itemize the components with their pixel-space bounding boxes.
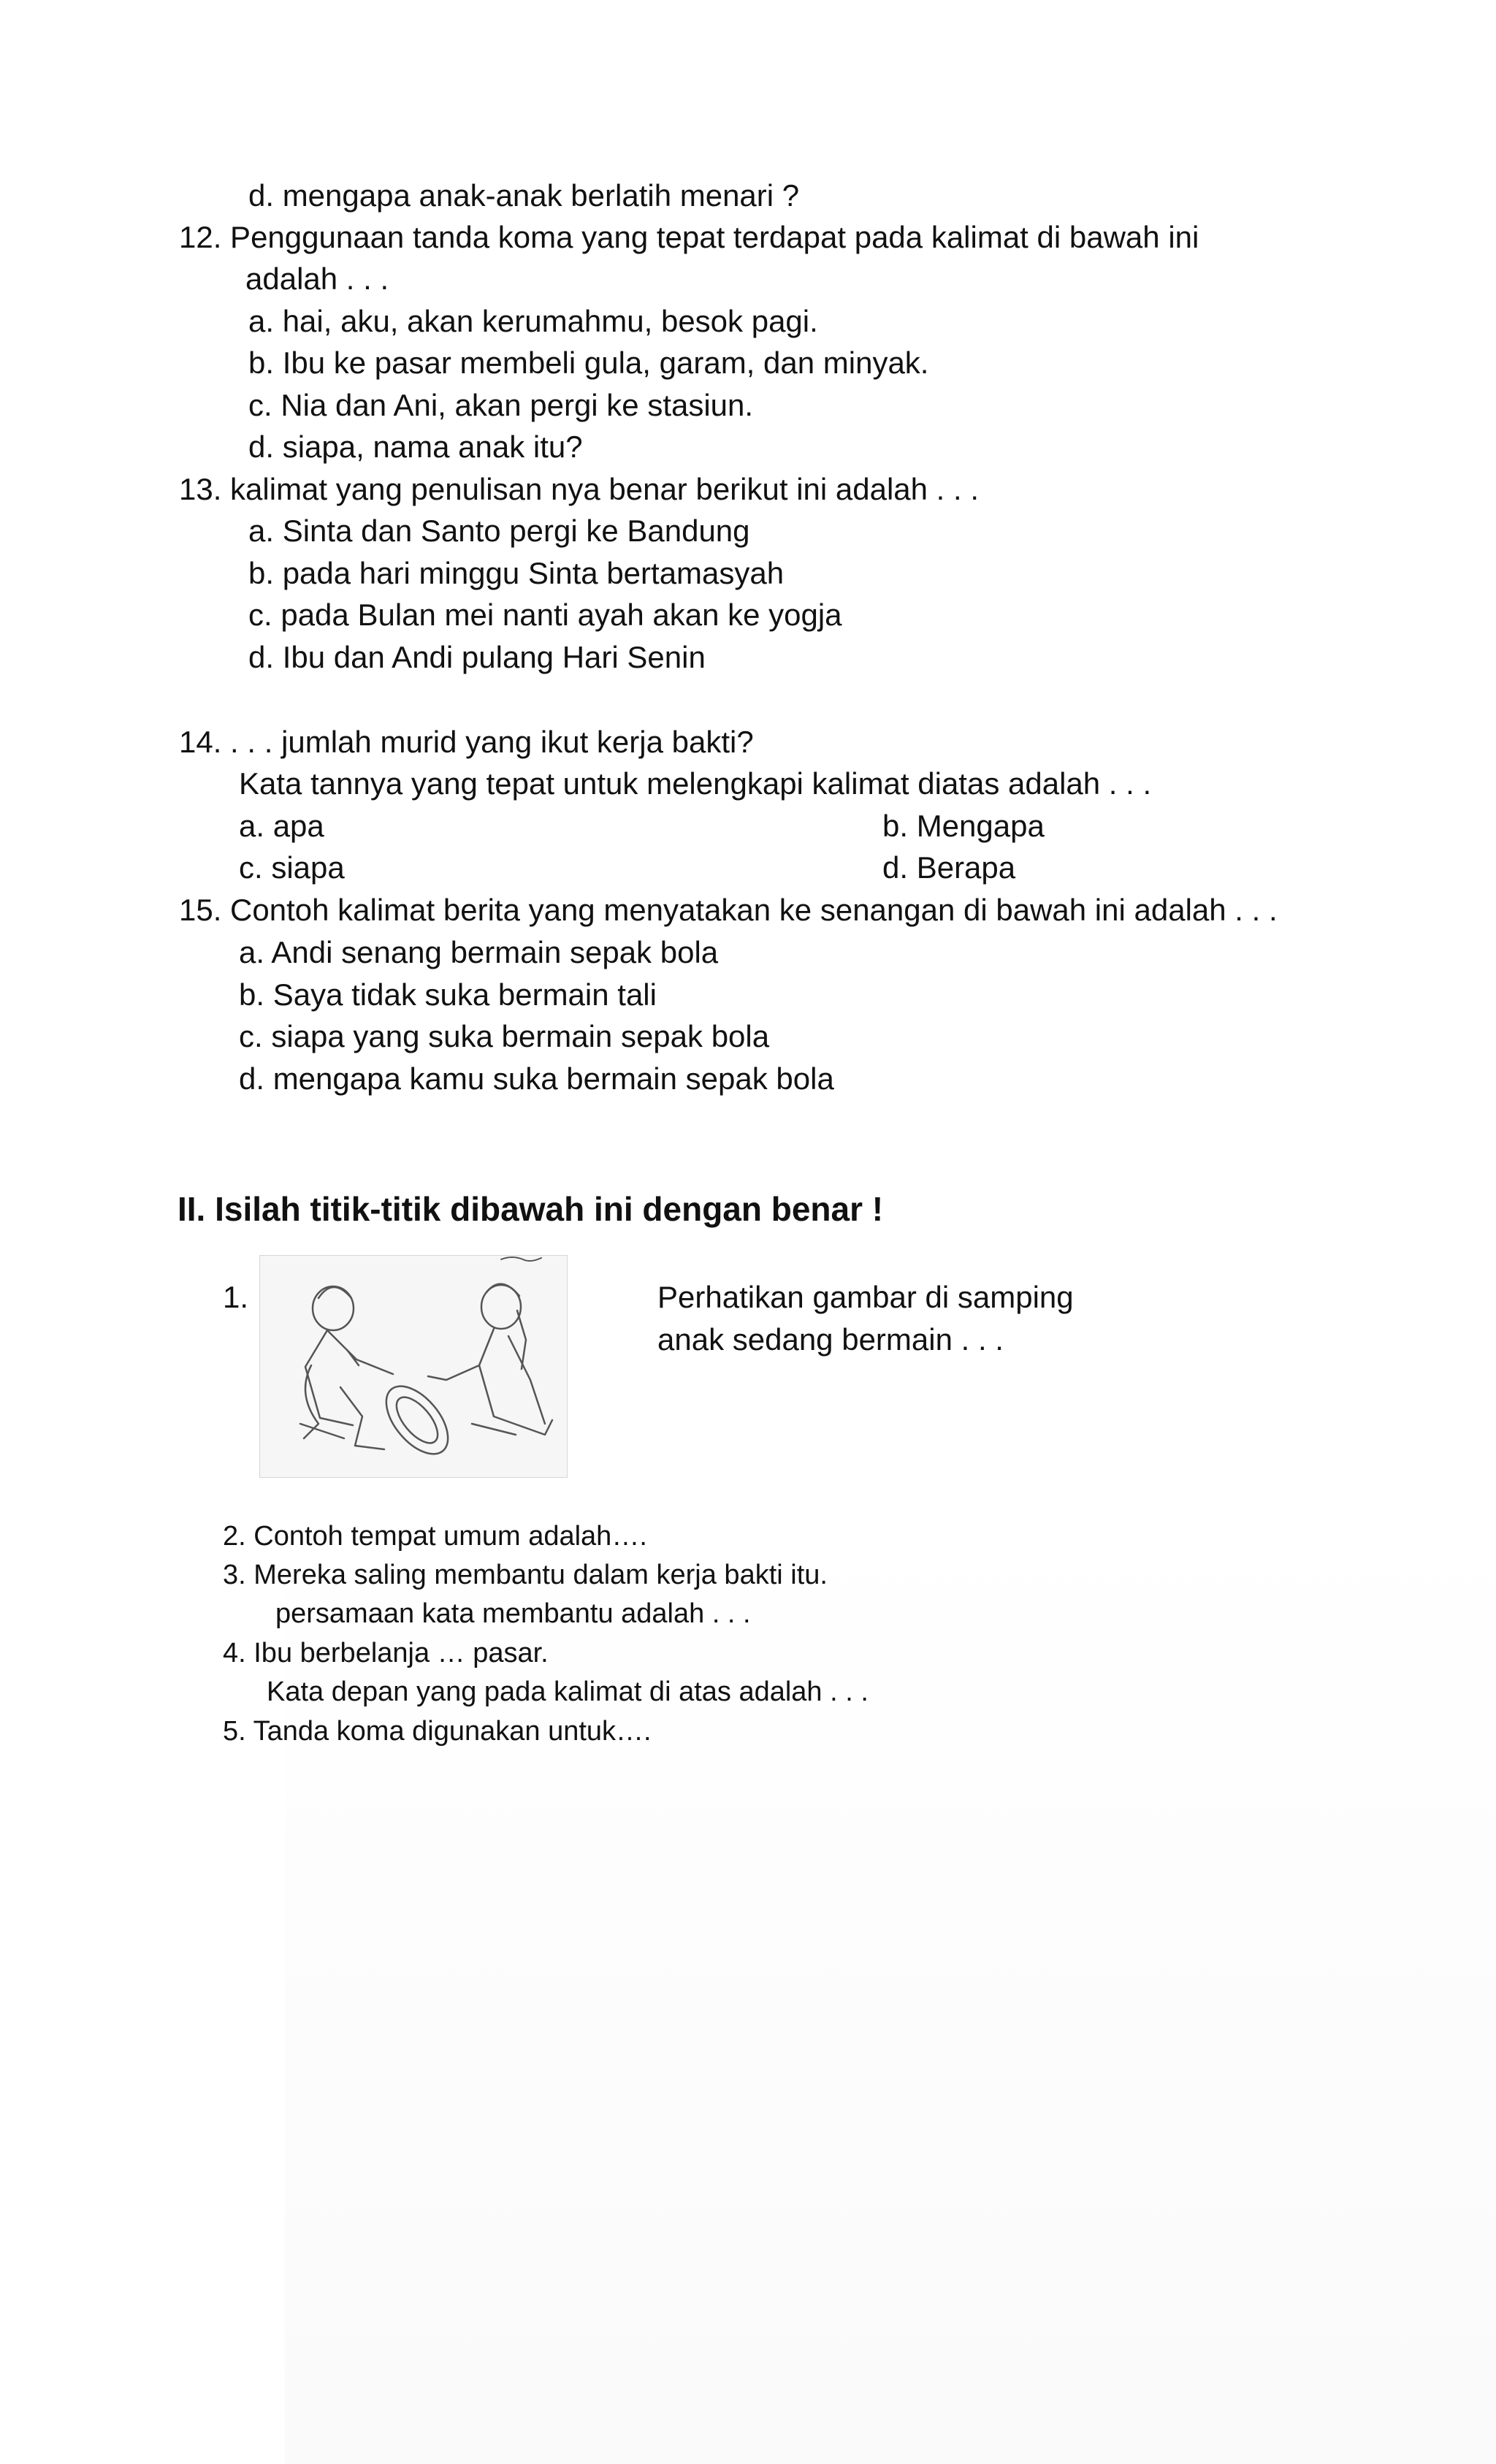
- item-4: 4. Ibu berbelanja … pasar.: [223, 1638, 549, 1668]
- q14-option-b: b. Mengapa: [882, 809, 1045, 843]
- q15-option-a: a. Andi senang bermain sepak bola: [239, 935, 719, 969]
- item-5: 5. Tanda koma digunakan untuk….: [223, 1716, 652, 1747]
- q15-option-b: b. Saya tidak suka bermain tali: [239, 977, 657, 1012]
- q15-option-c: c. siapa yang suka bermain sepak bola: [239, 1019, 770, 1053]
- item-1-question: anak sedang bermain . . .: [657, 1322, 1004, 1357]
- item-2: 2. Contoh tempat umum adalah….: [223, 1521, 647, 1552]
- section-2-title: II. Isilah titik-titik dibawah ini dengan benar !: [178, 1190, 884, 1228]
- q12-option-b: b. Ibu ke pasar membeli gula, garam, dan minyak.: [248, 346, 929, 380]
- q14-option-c: c. siapa: [239, 850, 345, 885]
- q13-stem: 13. kalimat yang penulisan nya benar berikut ini adalah . . .: [179, 472, 980, 506]
- item-3: 3. Mereka saling membantu dalam kerja bakti itu.: [223, 1560, 828, 1590]
- q13-option-d: d. Ibu dan Andi pulang Hari Senin: [248, 640, 706, 674]
- q12-stem-cont: adalah . . .: [245, 262, 389, 296]
- item-1-instruction: Perhatikan gambar di samping: [657, 1280, 1074, 1314]
- q15-option-d: d. mengapa kamu suka bermain sepak bola: [239, 1061, 834, 1096]
- q14-option-a: a. apa: [239, 809, 324, 843]
- q13-option-b: b. pada hari minggu Sinta bertamasyah: [248, 556, 785, 590]
- q13-option-c: c. pada Bulan mei nanti ayah akan ke yogja: [248, 598, 842, 632]
- q12-option-c: c. Nia dan Ani, akan pergi ke stasiun.: [248, 388, 754, 422]
- q12-stem: 12. Penggunaan tanda koma yang tepat terdapat pada kalimat di bawah ini: [179, 220, 1199, 254]
- q12-option-d: d. siapa, nama anak itu?: [248, 430, 583, 464]
- q12-option-a: a. hai, aku, akan kerumahmu, besok pagi.: [248, 304, 818, 338]
- q11-option-d: d. mengapa anak-anak berlatih menari ?: [248, 178, 800, 213]
- q15-stem: 15. Contoh kalimat berita yang menyatakan ke senangan di bawah ini adalah . . .: [179, 893, 1278, 927]
- children-playing-illustration: [259, 1255, 568, 1478]
- item-1-number: 1.: [223, 1280, 249, 1314]
- item-3-cont: persamaan kata membantu adalah . . .: [275, 1598, 751, 1629]
- q14-stem: 14. . . . jumlah murid yang ikut kerja bakti?: [179, 725, 754, 759]
- q14-option-d: d. Berapa: [882, 850, 1016, 885]
- item-4-cont: Kata depan yang pada kalimat di atas adalah . . .: [267, 1677, 869, 1707]
- q14-instruction: Kata tannya yang tepat untuk melengkapi kalimat diatas adalah . . .: [239, 766, 1152, 801]
- q13-option-a: a. Sinta dan Santo pergi ke Bandung: [248, 514, 750, 548]
